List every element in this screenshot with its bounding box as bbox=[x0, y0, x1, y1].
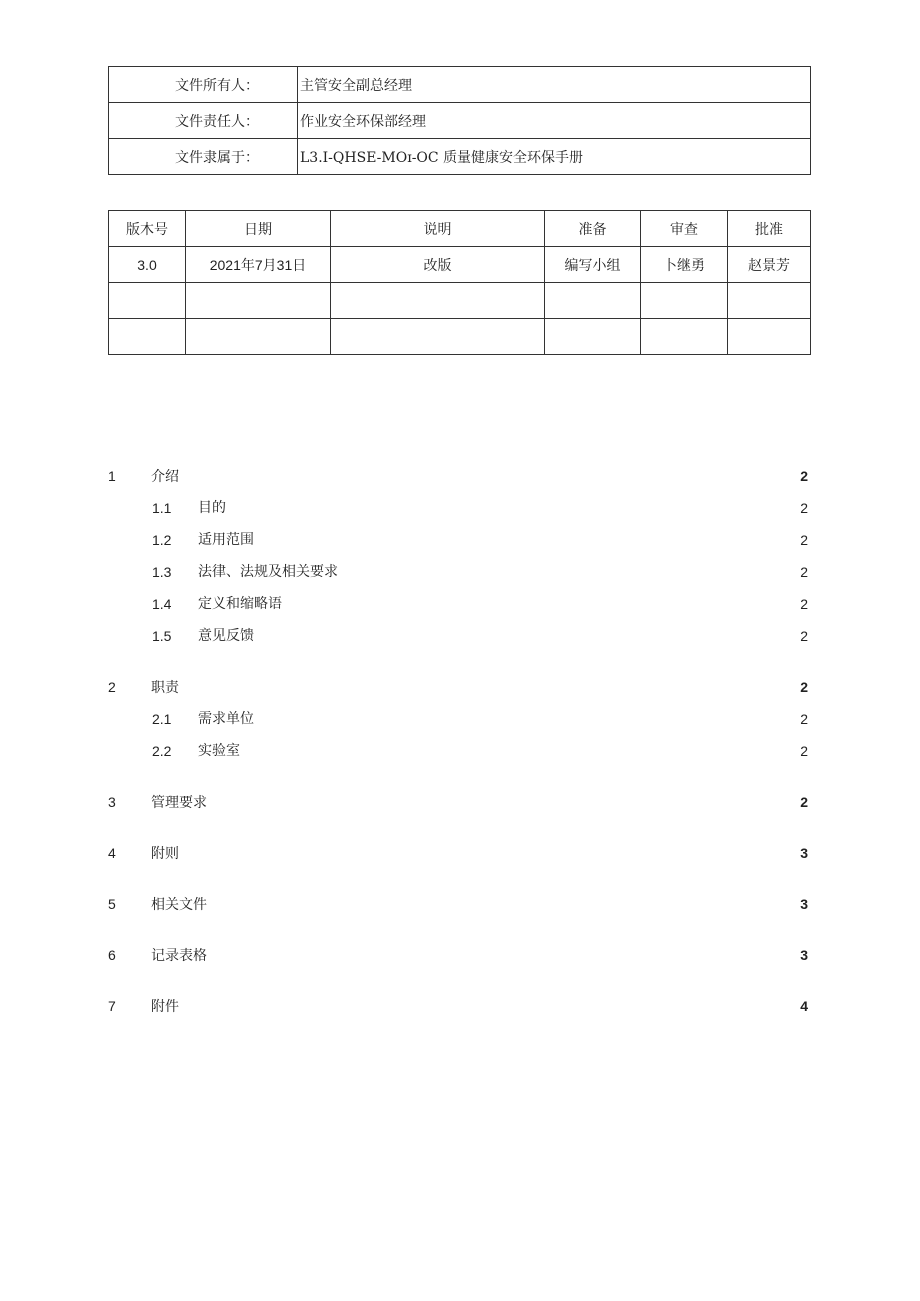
toc-page-number: 2 bbox=[800, 711, 808, 727]
toc-title: 法律、法规及相关要求 bbox=[198, 564, 338, 580]
responsible-label: 文件责任人： bbox=[109, 103, 298, 139]
toc-title: 目的 bbox=[198, 500, 226, 516]
approved-cell: 赵景芳 bbox=[728, 247, 811, 283]
toc-title: 意见反馈 bbox=[198, 628, 254, 644]
toc-subentry[interactable] bbox=[108, 703, 808, 735]
toc-subentry[interactable] bbox=[108, 556, 808, 588]
description-cell: 改版 bbox=[331, 247, 545, 283]
reviewed-cell bbox=[641, 319, 728, 355]
belongs-to-value: L3.I-QHSE-MOɪ-OC 质量健康安全环保手册 bbox=[298, 139, 811, 175]
owner-label: 文件所有人： bbox=[109, 67, 298, 103]
belongs-to-label: 文件隶属于： bbox=[109, 139, 298, 175]
toc-subentry[interactable] bbox=[108, 524, 808, 556]
responsible-row bbox=[109, 103, 811, 139]
toc-title: 介绍 bbox=[151, 468, 179, 484]
reviewed-cell bbox=[641, 283, 728, 319]
approved-cell bbox=[728, 283, 811, 319]
toc-number: 3 bbox=[108, 794, 116, 810]
table-row bbox=[109, 283, 811, 319]
toc-number: 1 bbox=[108, 468, 116, 484]
version-history-table bbox=[108, 210, 811, 355]
toc-number: 7 bbox=[108, 998, 116, 1014]
toc-number: 1.1 bbox=[152, 500, 172, 516]
toc-number: 6 bbox=[108, 947, 116, 963]
toc-number: 1.2 bbox=[152, 532, 172, 548]
owner-row bbox=[109, 67, 811, 103]
toc-page-number: 2 bbox=[800, 743, 808, 759]
toc-page-number: 2 bbox=[800, 596, 808, 612]
toc-entry[interactable] bbox=[108, 786, 808, 818]
reviewed-cell: 卜继勇 bbox=[641, 247, 728, 283]
toc-number: 4 bbox=[108, 845, 116, 861]
toc-title: 适用范围 bbox=[198, 532, 254, 548]
toc-number: 1.4 bbox=[152, 596, 172, 612]
prepared-cell bbox=[545, 283, 641, 319]
header-approved: 批准 bbox=[728, 211, 811, 247]
toc-page-number: 3 bbox=[800, 845, 808, 861]
version-cell: 3.0 bbox=[109, 247, 186, 283]
table-row bbox=[109, 319, 811, 355]
toc-title: 相关文件 bbox=[151, 896, 207, 912]
toc-page-number: 2 bbox=[800, 532, 808, 548]
toc-entry[interactable] bbox=[108, 671, 808, 703]
header-version: 版木号 bbox=[109, 211, 186, 247]
toc-page-number: 2 bbox=[800, 468, 808, 484]
date-cell bbox=[186, 319, 331, 355]
toc-number: 2 bbox=[108, 679, 116, 695]
toc-number: 2.1 bbox=[152, 711, 172, 727]
version-cell bbox=[109, 319, 186, 355]
description-cell bbox=[331, 283, 545, 319]
header-date: 日期 bbox=[186, 211, 331, 247]
toc-subentry[interactable] bbox=[108, 620, 808, 652]
toc-entry[interactable] bbox=[108, 990, 808, 1022]
toc-page-number: 2 bbox=[800, 679, 808, 695]
table-row bbox=[109, 247, 811, 283]
header-reviewed: 审查 bbox=[641, 211, 728, 247]
toc-page-number: 4 bbox=[800, 998, 808, 1014]
toc-title: 附则 bbox=[151, 845, 179, 861]
toc-title: 附件 bbox=[151, 998, 179, 1014]
toc-page-number: 3 bbox=[800, 896, 808, 912]
header-prepared: 准备 bbox=[545, 211, 641, 247]
toc-subentry[interactable] bbox=[108, 492, 808, 524]
approved-cell bbox=[728, 319, 811, 355]
toc-number: 2.2 bbox=[152, 743, 172, 759]
prepared-cell bbox=[545, 319, 641, 355]
toc-title: 职责 bbox=[151, 679, 179, 695]
toc-page-number: 2 bbox=[800, 500, 808, 516]
toc-title: 需求单位 bbox=[198, 711, 254, 727]
toc-entry[interactable] bbox=[108, 888, 808, 920]
responsible-value: 作业安全环保部经理 bbox=[298, 103, 811, 139]
toc-subentry[interactable] bbox=[108, 588, 808, 620]
version-cell bbox=[109, 283, 186, 319]
toc-page-number: 2 bbox=[800, 628, 808, 644]
belongs-to-row bbox=[109, 139, 811, 175]
table-of-contents bbox=[108, 460, 808, 1022]
version-header-row bbox=[109, 211, 811, 247]
toc-title: 记录表格 bbox=[151, 947, 207, 963]
toc-subentry[interactable] bbox=[108, 735, 808, 767]
header-description: 说明 bbox=[331, 211, 545, 247]
toc-entry[interactable] bbox=[108, 939, 808, 971]
toc-number: 1.5 bbox=[152, 628, 172, 644]
toc-entry[interactable] bbox=[108, 460, 808, 492]
date-cell: 2021年7月31日 bbox=[186, 247, 331, 283]
prepared-cell: 编写小组 bbox=[545, 247, 641, 283]
toc-number: 5 bbox=[108, 896, 116, 912]
date-cell bbox=[186, 283, 331, 319]
toc-page-number: 2 bbox=[800, 564, 808, 580]
toc-page-number: 3 bbox=[800, 947, 808, 963]
toc-title: 定义和缩略语 bbox=[198, 596, 282, 612]
toc-entry[interactable] bbox=[108, 837, 808, 869]
document-owner-table bbox=[108, 66, 811, 175]
toc-title: 实验室 bbox=[198, 743, 240, 759]
owner-value: 主管安全副总经理 bbox=[298, 67, 811, 103]
toc-title: 管理要求 bbox=[151, 794, 207, 810]
toc-number: 1.3 bbox=[152, 564, 172, 580]
toc-page-number: 2 bbox=[800, 794, 808, 810]
description-cell bbox=[331, 319, 545, 355]
